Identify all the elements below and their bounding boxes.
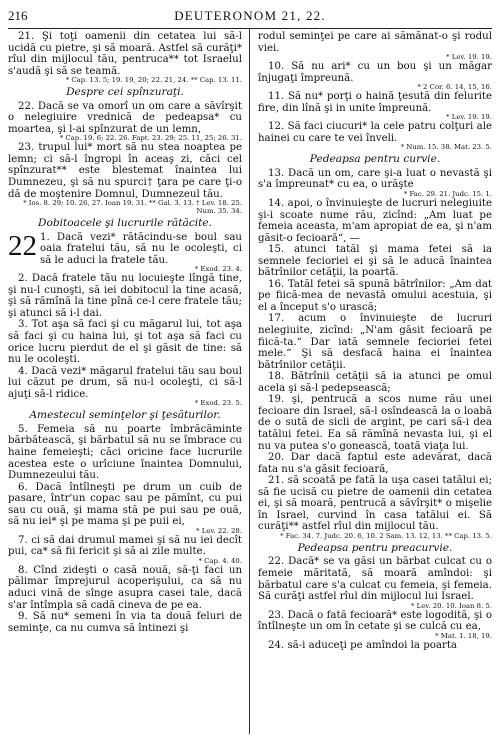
section-heading: Amestecul seminţelor şi ţesăturilor. xyxy=(29,409,221,422)
footnote: * Lev. 19. 19. xyxy=(446,53,492,62)
verse-22-10: 10. Să nu ari* cu un bou şi un măgar înjugaţi împreună. xyxy=(258,61,492,84)
header-rule xyxy=(8,28,492,29)
footnote: * 2 Cor. 6. 14, 15, 16. xyxy=(417,83,492,92)
verse-22-16: 16. Tatăl fetei să spună bătrînilor: „Am dat pe fiică-mea de nevastă omului acestuia, şi el a început s'o urască; xyxy=(258,278,492,313)
footnote: * Num. 15. 38. Mat. 23. 5. xyxy=(400,143,492,152)
footnote: * Fac. 29. 21. Judc. 15. 1. xyxy=(403,190,492,199)
verse-22-19: 19. şi, pentrucă a scos nume rău unei fecioare din Israel, să-l osîndească la o loabă de o sută de sicli de argint, pe cari să-i dea tatălui fetei. Ea să rămînă nevasta lui, şi el nu va putea s'o gonească, toată viaţa lui. xyxy=(258,394,492,452)
column-divider xyxy=(249,28,250,734)
verse-22-1: 22 1. Dacă vezi* rătăcindu-se boul sau oaia fratelui tău, să nu le ocoleşti, ci să le aduci la fratele tău. xyxy=(8,229,242,266)
verse-22-15: 15. atunci tatăl şi mama fetei să ia semnele fecioriei ei şi să le aducă înaintea bătrînilor cetăţii, la poartă. xyxy=(258,244,492,279)
verse-22-12: 12. Să faci ciucuri* la cele patru colţuri ale hainei cu care te vei înveli. xyxy=(258,121,492,144)
verse-22-23: 23. Dacă o fată fecioară* este logodită, şi o întîlneşte un om în cetate şi se culcă cu ea, xyxy=(258,609,492,633)
verse-22-22: 22. Dacă* se va găsi un bărbat culcat cu o femeie măritată, să moară amîndoi: şi bărbatul care s'a culcat cu femeia, şi femeia. Să curăţi astfel rîul din mijlocul lui Israel. xyxy=(258,556,492,603)
verse-22-9-cont: rodul seminţei pe care ai sămănat-o şi rodul viei. xyxy=(258,31,492,54)
verse-22-7: 7. ci să dai drumul mamei şi să nu iei decît pui, ca* să fii fericit şi să ai zile multe. xyxy=(8,534,242,558)
footnote: * Exod. 23. 5. xyxy=(194,399,242,408)
verse-22-24: 24. să-i aduceţi pe amîndoi la poarta xyxy=(268,639,457,651)
footnote: * Cap. 19. 6; 22. 26. Fapt. 23. 29; 25. 11, 25; 26. 31. xyxy=(59,134,242,143)
section-heading: Pedeapsa pentru curvie. xyxy=(309,153,441,166)
footnote: * Lev. 22. 28. xyxy=(196,526,242,535)
verse-22-3: 3. Tot aşa să faci şi cu măgarul lui, tot aşa să faci şi cu haina lui, şi tot aşa să faci cu orice lucru pierdut de el şi găsit de tine: să nu le ocoleşti. xyxy=(8,319,242,366)
chapter-number: 22 xyxy=(8,229,37,262)
footnote: * Lev. 19. 19. xyxy=(446,113,492,122)
page-header xyxy=(8,8,492,26)
page-number: 216 xyxy=(8,8,28,23)
verse-22-18: 18. Bătrînii cetăţii să ia atunci pe omul acela şi să-l pedepsească; xyxy=(258,371,492,394)
footnote: * Cap. 13. 5; 19. 19, 20; 22. 21, 24. ** Cap. 13. 11. xyxy=(65,76,242,85)
footnote: * Cap. 4. 40. xyxy=(198,556,242,565)
verse-22-5: 5. Femeia să nu poarte îmbrăcăminte bărbătească, şi bărbatul să nu se îmbrace cu haine femeieşti; căci oricine face lucrurile acestea este o urîciune înaintea Domnului, Dumnezeului tău. xyxy=(8,423,242,482)
verse-22-2: 2. Dacă fratele tău nu locuieşte lîngă tine, şi nu-l cunoşti, să iei dobitocul la tine acasă, şi să rămînă la tine pînă ce-l cere fratele tău; şi atunci să i-l dai. xyxy=(8,273,242,319)
verse-22-4: 4. Dacă vezi* măgarul fratelui tău sau boul lui căzut pe drum, să nu-l ocoleşti, ci să-l ajuţi să-l ridice. xyxy=(8,365,242,400)
footnote: * Fac. 34. 7. Judc. 20. 6, 10. 2 Sam. 13. 12, 13. ** Cap. 13. 5. xyxy=(280,531,492,540)
footnote: * Exod. 23. 4. xyxy=(194,265,242,274)
verse-22-6: 6. Dacă întîlneşti pe drum un cuib de pasare, într'un copac sau pe pămînt, cu pui sau cu ouă, şi mama stă pe pui sau pe ouă, să nu iei* şi pe mama şi pe puii ei, xyxy=(8,481,242,528)
verse-22-8: 8. Cînd zideşti o casă nouă, să-ţi faci un pălimar împrejurul acoperişului, ca să nu aduci vină de sînge asupra casei tale, dacă s'ar întîmpla să cadă cineva de pe ea. xyxy=(8,564,242,611)
verse-22-13: 13. Dacă un om, care şi-a luat o nevastă şi s'a împreunat* cu ea, o urăşte xyxy=(258,167,492,191)
verse-21-21: 21. Şi toţi oamenii din cetatea lui să-l ucidă cu pietre, şi să moară. Astfel să curăţi* rîul din mijlocul tău, pentruca** tot Israelul s'audă şi să se teamă. xyxy=(8,31,242,77)
section-heading: Pedeapsa pentru preacurvie. xyxy=(297,541,453,554)
verse-21-23: 23. trupul lui* mort să nu stea noaptea pe lemn; ci să-l îngropi în aceaş zi, căci cel spînzurat** este blestemat înaintea lui Dumnezeu, şi să nu spurci† ţara pe care ţi-o dă de moştenire Domnul, Dumnezeul tău. xyxy=(8,142,242,200)
footnote: * Ios. 8. 29; 10. 26, 27. Ioan 19. 31. ** Gal. 3. 13. † Lev. 18. 25. Num. 35. 34. xyxy=(23,199,242,216)
verse-21-22: 22. Dacă se va omorî un om care a săvîrşit o nelegiuire vrednică de pedeapsa* cu moartea, şi l-ai spînzurat de un lemn, xyxy=(8,100,242,135)
section-heading: Dobitoacele şi lucrurile rătăcite. xyxy=(37,217,213,230)
verse-22-11: 11. Să nu* porţi o haină ţesută din felurite fire, din lînă şi in unite împreună. xyxy=(258,91,492,114)
right-column xyxy=(258,31,492,651)
section-heading: Despre cei spînzuraţi. xyxy=(66,86,184,99)
verse-22-9: 9. Să nu* semeni în via ta două feluri de seminţe, ca nu cumva să întinezi şi xyxy=(8,611,242,634)
running-title: DEUTERONOM 21, 22. xyxy=(174,8,326,23)
left-column xyxy=(8,31,242,634)
verse-22-14: 14. apoi, o învinuieşte de lucruri nelegiuite şi-i scoate nume rău, zicînd: „Am luat pe femeia aceasta, m'am apropiat de ea, şi n'am găsit-o fecioară“, — xyxy=(258,198,492,244)
verse-22-20: 20. Dar dacă faptul este adevărat, dacă fata nu s'a găsit fecioară, xyxy=(258,452,492,475)
footnote: * Lev. 20. 10. Ioan 8. 5. xyxy=(411,601,492,610)
footnote: * Mat. 1. 18, 19. xyxy=(435,631,492,640)
verse-22-17: 17. acum o învinuieşte de lucruri nelegiuite, zicînd: „N'am găsit fecioară pe fiică-ta.“ Dar iată semnele fecioriei fetei mele.“ Şi să desfacă haina ei înaintea bătrînilor cetăţii. xyxy=(258,313,492,371)
verse-22-21: 21. să scoată pe fată la uşa casei tatălui ei; să fie ucisă cu pietre de oamenii din cetatea ei, şi să moară, pentrucă a săvîrşit* o mişelie în Israel, curvind în casa tatălui ei. Să curăţi** astfel rîul din mijlocul tău. xyxy=(258,475,492,533)
